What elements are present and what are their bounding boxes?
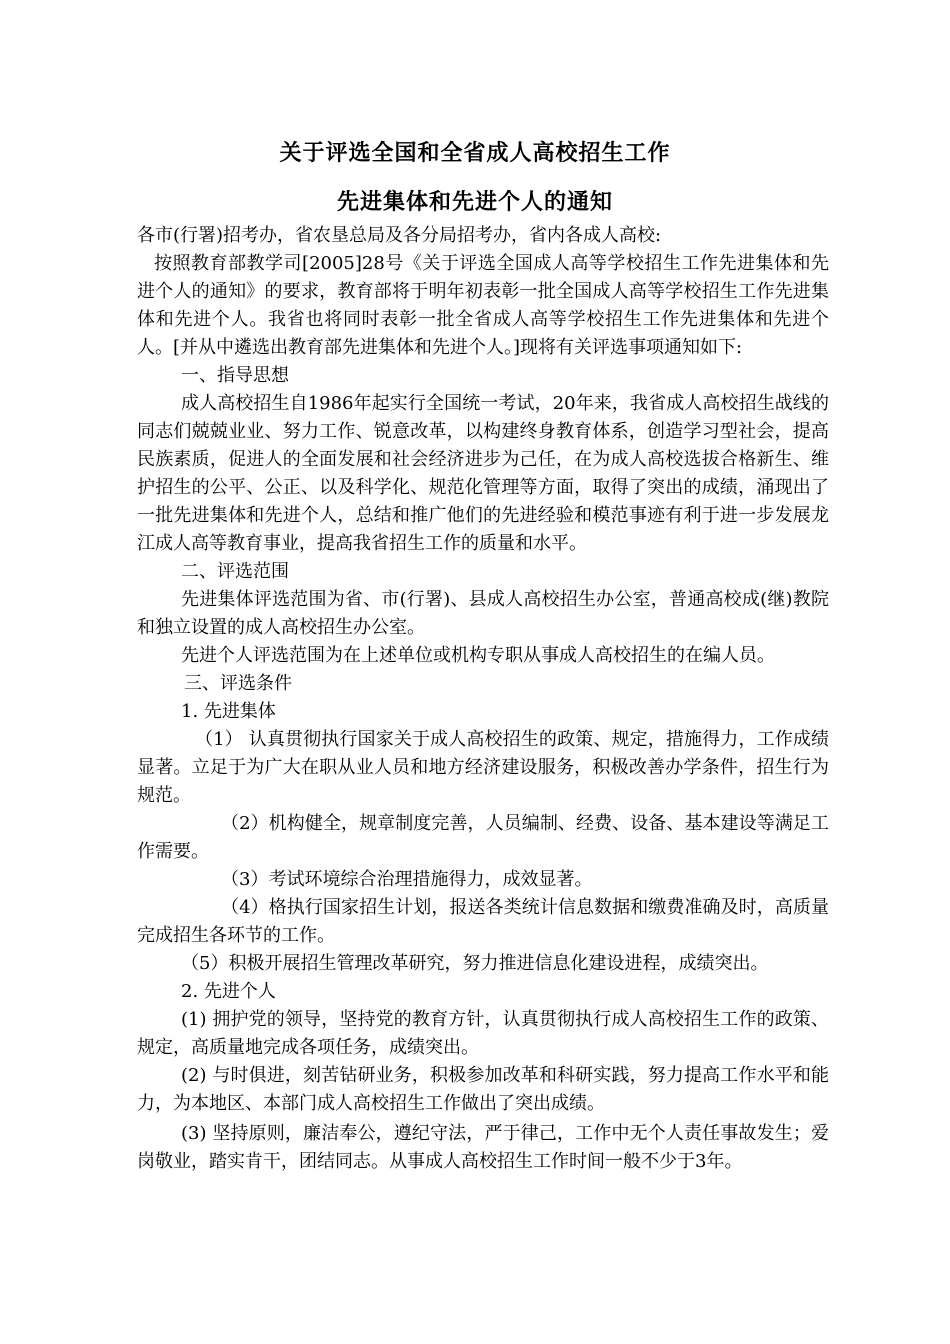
criteria-item-collective-1: （1） 认真贯彻执行国家关于成人高校招生的政策、规定，措施得力，工作成绩显著。立足于为广大在职从业人员和地方经济建设服务，积极改善办学条件，招生行为规范。: [137, 729, 829, 806]
document-title-line-1: 关于评选全国和全省成人高校招生工作: [279, 141, 671, 166]
criteria-item-collective-3: （3）考试环境综合治理措施得力，成效显著。: [221, 869, 593, 890]
section-heading-criteria: 三、评选条件: [184, 673, 292, 694]
criteria-item-individual-3: (3) 坚持原则，廉洁奉公，遵纪守法，严于律己，工作中无个人责任事故发生；爱岗敬业，踏实肯干，团结同志。从事成人高校招生工作时间一般不少于3年。: [137, 1123, 829, 1172]
section-paragraph-scope-collective: 先进集体评选范围为省、市(行署)、县成人高校招生办公室，普通高校成(继)教院和独立设置的成人高校招生办公室。: [137, 589, 829, 638]
criteria-item-collective-2: （2）机构健全，规章制度完善，人员编制、经费、设备、基本建设等满足工作需要。: [137, 813, 829, 862]
intro-paragraph: 按照教育部教学司[2005]28号《关于评选全国成人高等学校招生工作先进集体和先进个人的通知》的要求，教育部将于明年初表彰一批全国成人高等学校招生工作先进集体和先进个人。我省也将同时表彰一批全省成人高等学校招生工作先进集体和先进个人。[并从中遴选出教育部先进集体和先进个人。]现将有关评选事项通知如下:: [137, 253, 829, 358]
document-body: [137, 222, 829, 1176]
section-heading-guiding-thought: 一、指导思想: [181, 365, 289, 386]
criteria-item-individual-1: (1) 拥护党的领导，坚持党的教育方针，认真贯彻执行成人高校招生工作的政策、规定，高质量地完成各项任务，成绩突出。: [137, 1009, 829, 1058]
section-heading-scope: 二、评选范围: [181, 561, 289, 582]
criteria-item-individual-2: (2) 与时俱进，刻苦钻研业务，积极参加改革和科研实践，努力提高工作水平和能力，为本地区、本部门成人高校招生工作做出了突出成绩。: [137, 1065, 829, 1114]
salutation: 各市(行署)招考办，省农垦总局及各分局招考办，省内各成人高校:: [137, 225, 662, 246]
section-paragraph-guiding-thought: 成人高校招生自1986年起实行全国统一考试，20年来，我省成人高校招生战线的同志们兢兢业业、努力工作、锐意改革，以构建终身教育体系，创造学习型社会，提高民族素质，促进人的全面发展和社会经济进步为己任，在为成人高校选拔合格新生、维护招生的公平、公正、以及科学化、规范化管理等方面，取得了突出的成绩，涌现出了一批先进集体和先进个人，总结和推广他们的先进经验和模范事迹有利于进一步发展龙江成人高等教育事业，提高我省招生工作的质量和水平。: [137, 393, 829, 554]
criteria-item-collective-5: （5）积极开展招生管理改革研究，努力推进信息化建设进程，成绩突出。: [181, 953, 769, 974]
document-title-line-2: 先进集体和先进个人的通知: [336, 190, 613, 215]
criteria-item-collective-4: （4）格执行国家招生计划，报送各类统计信息数据和缴费准确及时，高质量完成招生各环节的工作。: [137, 897, 829, 946]
subsection-heading-individual: 2. 先进个人: [181, 981, 276, 1002]
section-paragraph-scope-individual: 先进个人评选范围为在上述单位或机构专职从事成人高校招生的在编人员。: [181, 645, 775, 666]
subsection-heading-collective: 1. 先进集体: [181, 701, 276, 722]
